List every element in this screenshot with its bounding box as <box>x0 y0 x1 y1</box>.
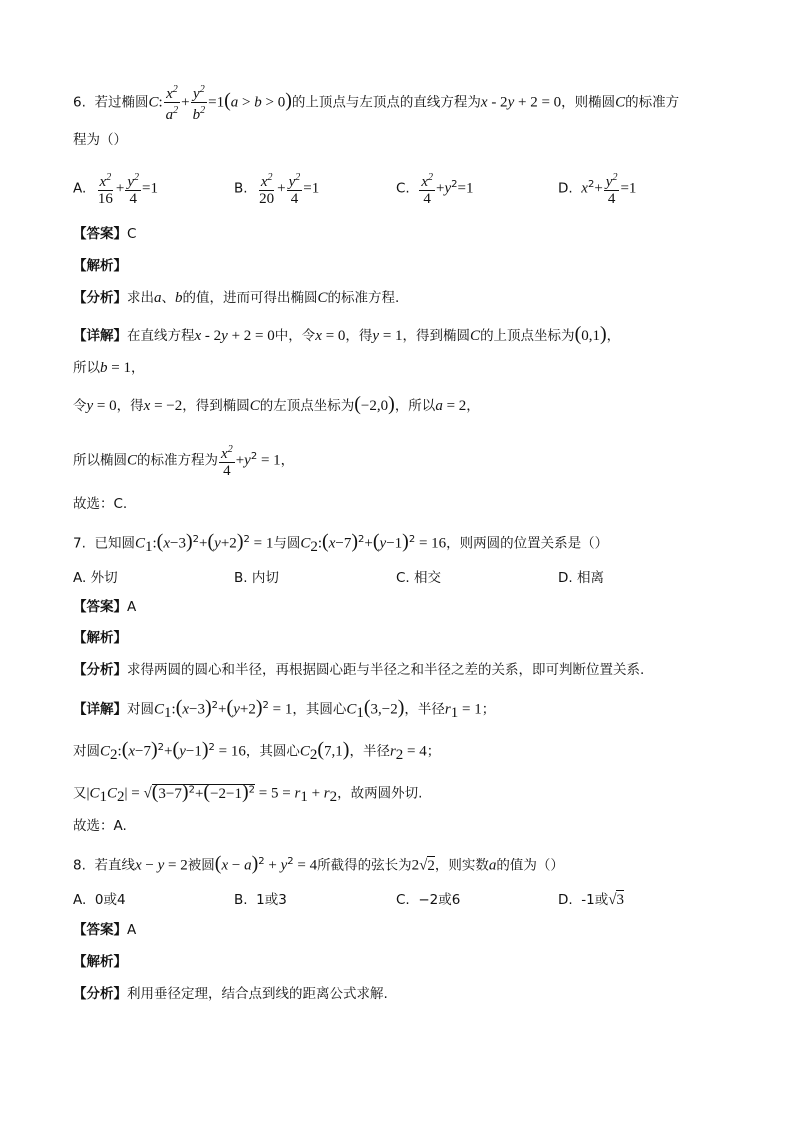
q7-jiexi: 【解析】 <box>73 630 127 646</box>
q8-fenxi: 【分析】利用垂径定理，结合点到线的距离公式求解. <box>73 986 388 1002</box>
q6-option-a[interactable]: A. $\frac{x^2}{16}$ + $\frac{y^2}{4}$ =1 <box>73 172 158 207</box>
q7-detail-line3: 又$|C_1C_2| = √(3-7)^2+(-2-1)^2 = 5 = r_1 + r_2$，故两圆外切. <box>73 780 423 806</box>
q6-choice: 故选：C. <box>73 496 128 512</box>
q6-stem-line1: 6. 若过椭圆C: $\frac{x^2}{a^2}$ + $\frac{y^2}{b^2}$ =1(a > b > 0)的上顶点与左顶点的直线方程为x - 2y + 2 = 0，则椭圆C的标准方 <box>73 84 680 123</box>
q6-detail-line3: 令y = 0，得x = −2，得到椭圆C的左顶点坐标为(−2,0)，所以a = 2， <box>73 393 480 415</box>
q6-fenxi: 【分析】求出a、b的值，进而可得出椭圆C的标准方程. <box>73 290 400 306</box>
q7-answer: 【答案】A <box>73 599 137 615</box>
q8-option-c[interactable]: C. −2或6 <box>396 892 461 908</box>
q7-choice: 故选：A. <box>73 818 127 834</box>
q8-option-d[interactable]: D. -1或√3 <box>558 892 624 908</box>
q8-answer: 【答案】A <box>73 922 137 938</box>
q7-option-b[interactable]: B. 内切 <box>234 570 279 586</box>
q7-stem: 7. 已知圆$C_1:(x-3)^2+(y+2)^2 = 1$与圆$C_2:(x-7)^2+(y-1)^2 = 16$，则两圆的位置关系是（） <box>73 530 609 556</box>
q8-stem: 8. 若直线x − y = 2被圆$(x - a)^2 + y^2 = 4$所截得的弦长为2√2，则实数a的值为（） <box>73 852 564 875</box>
q7-option-d[interactable]: D. 相离 <box>558 570 604 586</box>
q6-detail-line2: 所以b = 1， <box>73 360 145 376</box>
q6-detail-line4: 所以椭圆C的标准方程为 $\frac{x^2}{4}$ $+y^2 = 1$， <box>73 444 295 479</box>
q7-option-a[interactable]: A. 外切 <box>73 570 118 586</box>
q6-option-d[interactable]: D. $x^2+$ $\frac{y^2}{4}$ =1 <box>558 172 637 207</box>
q6-option-c[interactable]: C. $\frac{x^2}{4}$ $+y^2=1$ <box>396 172 474 207</box>
q7-fenxi: 【分析】求得两圆的圆心和半径，再根据圆心距与半径之和半径之差的关系，即可判断位置关系. <box>73 662 645 678</box>
q7-detail-line1: 【详解】对圆$C_1:(x-3)^2+(y+2)^2 = 1$，其圆心$C_1(3,-2)$，半径$r_1 = 1$； <box>73 696 496 722</box>
q6-option-b[interactable]: B. $\frac{x^2}{20}$ + $\frac{y^2}{4}$ =1 <box>234 172 320 207</box>
q6-stem-line2: 程为（） <box>73 132 127 148</box>
q8-jiexi: 【解析】 <box>73 954 127 970</box>
q6-jiexi: 【解析】 <box>73 258 127 274</box>
q8-option-a[interactable]: A. 0或4 <box>73 892 126 908</box>
q6-answer: 【答案】C <box>73 226 137 242</box>
q6-detail-line1: 【详解】在直线方程x - 2y + 2 = 0中，令x = 0，得y = 1，得到椭圆C的上顶点坐标为(0,1)， <box>73 323 621 345</box>
q7-detail-line2: 对圆$C_2:(x-7)^2+(y-1)^2 = 16$，其圆心$C_2(7,1)$，半径$r_2 = 4$； <box>73 738 441 764</box>
q8-option-b[interactable]: B. 1或3 <box>234 892 287 908</box>
q7-option-c[interactable]: C. 相交 <box>396 570 442 586</box>
